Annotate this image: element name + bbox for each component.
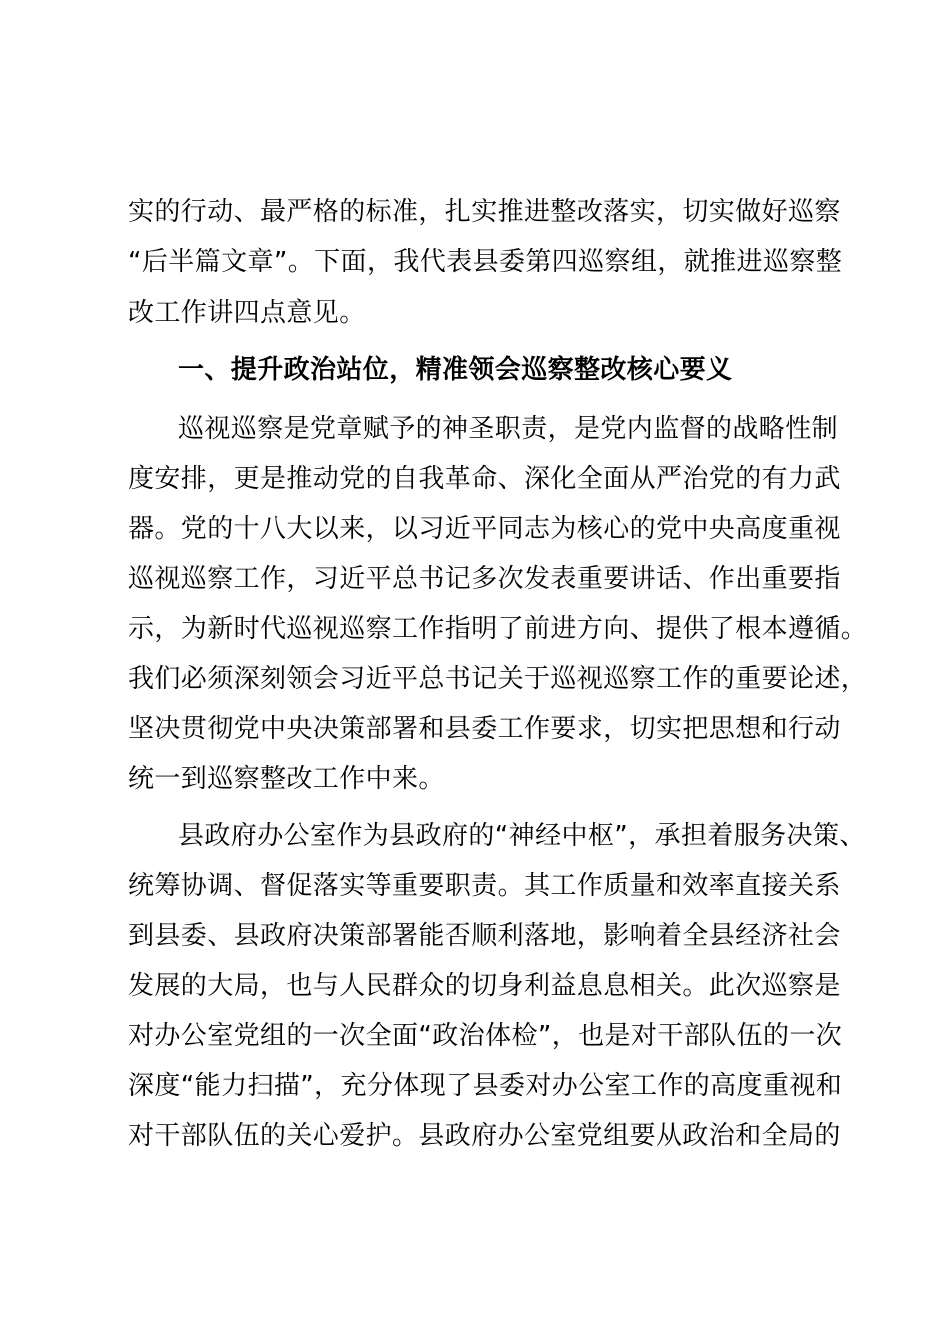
paragraph-2-line-3: 到县委、县政府决策部署能否顺利落地，影响着全县经济社会 (128, 921, 841, 951)
paragraph-2-line-1: 县政府办公室作为县政府的“神经中枢”，承担着服务决策、 (178, 821, 866, 851)
paragraph-1-line-7: 坚决贯彻党中央决策部署和县委工作要求，切实把思想和行动 (128, 714, 841, 744)
paragraph-1-line-3: 器。党的十八大以来，以习近平同志为核心的党中央高度重视 (128, 514, 841, 544)
paragraph-1-line-4: 巡视巡察工作，习近平总书记多次发表重要讲话、作出重要指 (128, 564, 841, 594)
paragraph-2-line-7: 对干部队伍的关心爱护。县政府办公室党组要从政治和全局的 (128, 1121, 841, 1151)
intro-line-1: 实的行动、最严格的标准，扎实推进整改落实，切实做好巡察 (128, 197, 841, 227)
paragraph-1-line-1: 巡视巡察是党章赋予的神圣职责，是党内监督的战略性制 (178, 414, 839, 444)
intro-line-3: 改工作讲四点意见。 (128, 298, 366, 328)
paragraph-1-line-5: 示，为新时代巡视巡察工作指明了前进方向、提供了根本遵循。 (128, 614, 868, 644)
paragraph-2-line-2: 统筹协调、督促落实等重要职责。其工作质量和效率直接关系 (128, 871, 841, 901)
paragraph-1-line-2: 度安排，更是推动党的自我革命、深化全面从严治党的有力武 (128, 464, 841, 494)
intro-line-2: “后半篇文章”。下面，我代表县委第四巡察组，就推进巡察整 (128, 247, 843, 277)
paragraph-1-line-8: 统一到巡察整改工作中来。 (128, 764, 445, 794)
paragraph-2-line-5: 对办公室党组的一次全面“政治体检”，也是对干部队伍的一次 (128, 1021, 843, 1051)
section-heading: 一、提升政治站位，精准领会巡察整改核心要义 (178, 355, 733, 385)
paragraph-2-line-6: 深度“能力扫描”，充分体现了县委对办公室工作的高度重视和 (128, 1071, 843, 1101)
paragraph-2-line-4: 发展的大局，也与人民群众的切身利益息息相关。此次巡察是 (128, 971, 841, 1001)
paragraph-1-line-6: 我们必须深刻领会习近平总书记关于巡视巡察工作的重要论述， (128, 664, 868, 694)
